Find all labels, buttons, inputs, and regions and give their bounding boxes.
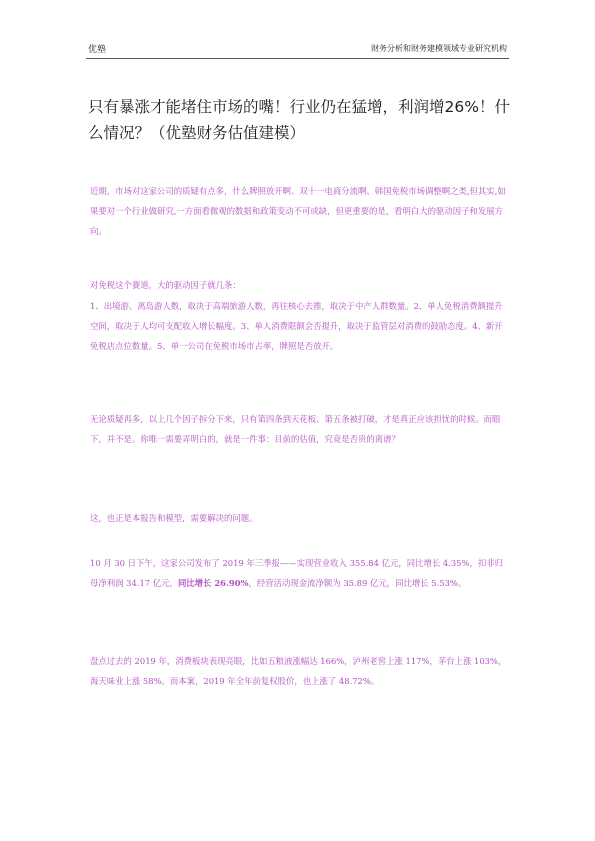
article-title: 只有暴涨才能堵住市场的嘴！行业仍在猛增，利润增26%！什么情况？（优塾财务估值建模）	[88, 98, 510, 142]
paragraph-drivers-lead: 对免税这个赛道，大的驱动因子就几条：	[90, 280, 241, 290]
paragraph-2019-review: 盘点过去的 2019 年，消费板块表现亮眼，比如五粮液涨幅达 166%，泸州老窖上涨 117%，茅台上涨 103%，海天味业上涨 58%。而本案，2019 年全年前复权股价，也上涨了 48.72%。	[90, 656, 507, 686]
q3-profit-growth-highlight: 同比增长 26.90%	[177, 578, 249, 588]
paragraph-drivers-list: 1、出境游、离岛游人数，取决于高端旅游人数，再往核心去推，取决于中产人群数量。2、单人免税消费额提升空间，取决于人均可支配收入增长幅度。3、单人消费限额会否提升，取决于监管层对消费的鼓励态度。4、新开免税店点位数量。5、单一公司在免税市场市占率，牌照是否放开。	[90, 301, 503, 351]
page-header	[86, 40, 509, 59]
paragraph-q3-results	[90, 553, 510, 593]
paragraph-intro: 近期，市场对这家公司的质疑有点多，什么牌照放开啊、双十一电商分流啊、韩国免税市场调整啊之类,但其实,如果要对一个行业做研究,一方面看微观的数据和政策变动不可或缺，但更重要的是，看明白大的驱动因子和发展方向。	[90, 186, 506, 236]
q3-results-text-a: 10 月 30 日下午，这家公司发布了 2019 年三季报——实现营业收入 355.84 亿元，同比增长 4.35%，扣非归母净利润 34.17 亿元，	[90, 558, 503, 588]
paragraph-purpose: 这，也正是本报告和模型，需要解决的问题。	[90, 513, 258, 523]
paragraph-concerns: 无论质疑再多，以上几个因子拆分下来，只有第四条到天花板、第五条被打破，才是真正应该担忧的时候。而眼下，并不是。你唯一需要弄明白的，就是一件事：目前的估值，究竟是否贵的离谱？	[90, 414, 501, 444]
header-tagline: 财务分析和财务建模领域专业研究机构	[371, 44, 507, 53]
header-brand: 优塾	[88, 45, 107, 55]
q3-results-text-b: ，经营活动现金流净额为 35.89 亿元，同比增长 5.53%。	[248, 578, 467, 588]
